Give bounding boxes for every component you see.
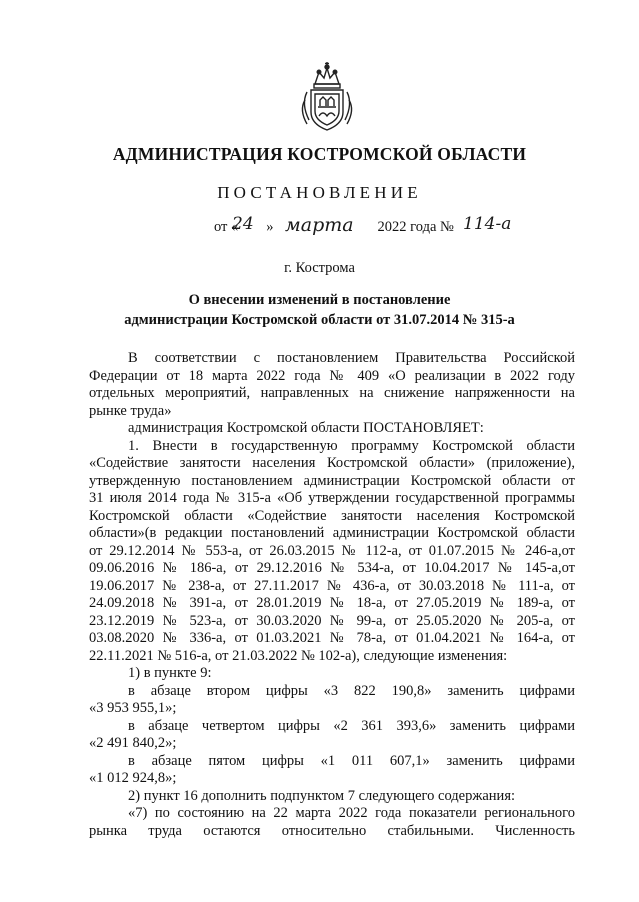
body-line: 09.06.2016 № 186-а, от 29.12.2016 № 534-а, от 10.04.2017 № 145-а,от — [89, 560, 575, 576]
document-type: ПОСТАНОВЛЕНИЕ — [217, 183, 422, 202]
body-line: 19.06.2017 № 238-а, от 27.11.2017 № 436-а, от 30.03.2018 № 111-а, от — [89, 577, 575, 594]
body-line: области»(в редакции постановлений администрации Костромской области — [89, 525, 575, 541]
body-line: «Содействие занятости населения Костромской области» (приложение), — [89, 455, 575, 471]
body-line: 1. Внести в государственную программу Костромской области — [128, 437, 575, 454]
body-line: в абзаце четвертом цифры «2 361 393,6» заменить цифрами — [128, 717, 575, 734]
body-line: В соответствии с постановлением Правительства Российской — [128, 350, 575, 366]
body-line: 03.08.2020 № 336-а, от 01.03.2021 № 78-а, от 01.04.2021 № 164-а, от — [89, 630, 575, 646]
body-line: «3 953 955,1»; — [89, 700, 177, 716]
date-day-close: » — [266, 219, 274, 235]
document-body — [89, 350, 575, 840]
coat-of-arms-icon — [297, 60, 357, 134]
document-subject — [0, 290, 639, 330]
subject-line: О внесении изменений в постановление — [188, 292, 451, 308]
date-prefix: от « — [214, 219, 239, 235]
body-line: отдельных мероприятий, направленных на снижение напряженности на — [89, 385, 575, 401]
body-line: «7) по состоянию на 22 марта 2022 года показатели регионального — [128, 805, 575, 821]
body-line: 22.11.2021 № 516-а, от 21.03.2022 № 102-а), следующие изменения: — [89, 647, 508, 664]
handwritten-month: марта — [285, 214, 354, 236]
body-line: «1 012 924,8»; — [89, 770, 177, 786]
body-line: Костромской области «Содействие занятости населения Костромской — [89, 507, 575, 524]
body-line: Федерации от 18 марта 2022 года № 409 «О реализации в 2022 году — [89, 367, 575, 384]
body-line: 1) в пункте 9: — [128, 665, 212, 681]
body-line: в абзаце втором цифры «3 822 190,8» заменить цифрами — [128, 682, 575, 699]
body-line: администрация Костромской области ПОСТАНОВЛЯЕТ: — [128, 420, 484, 436]
date-year-text: 2022 года № — [377, 219, 454, 235]
body-line: 24.09.2018 № 391-а, от 28.01.2019 № 18-а, от 27.05.2019 № 189-а, от — [89, 595, 575, 611]
city: г. Кострома — [284, 260, 355, 276]
body-line: рынке труда» — [89, 402, 172, 419]
body-line: 31 июля 2014 года № 315-а «Об утверждении государственной программы — [89, 490, 575, 506]
subject-line: администрации Костромской области от 31.07.2014 № 315-а — [124, 312, 515, 328]
body-line: «2 491 840,2»; — [89, 735, 177, 751]
body-line: 2) пункт 16 дополнить подпунктом 7 следующего содержания: — [128, 787, 516, 804]
handwritten-number: 114-а — [463, 214, 512, 234]
handwritten-day: 24 — [232, 214, 254, 234]
body-line: в абзаце пятом цифры «1 011 607,1» заменить цифрами — [128, 752, 575, 769]
body-line: от 29.12.2014 № 553-а, от 26.03.2015 № 112-а, от 01.07.2015 № 246-а,от — [89, 542, 575, 559]
body-line: 23.12.2019 № 523-а, от 30.03.2020 № 99-а, от 25.05.2020 № 205-а, от — [89, 612, 575, 629]
organization-title: АДМИНИСТРАЦИЯ КОСТРОМСКОЙ ОБЛАСТИ — [112, 144, 527, 164]
body-line: рынка труда остаются относительно стабильными. Численность — [89, 822, 575, 839]
body-line: утвержденную постановлением администрации Костромской области от — [89, 472, 575, 489]
